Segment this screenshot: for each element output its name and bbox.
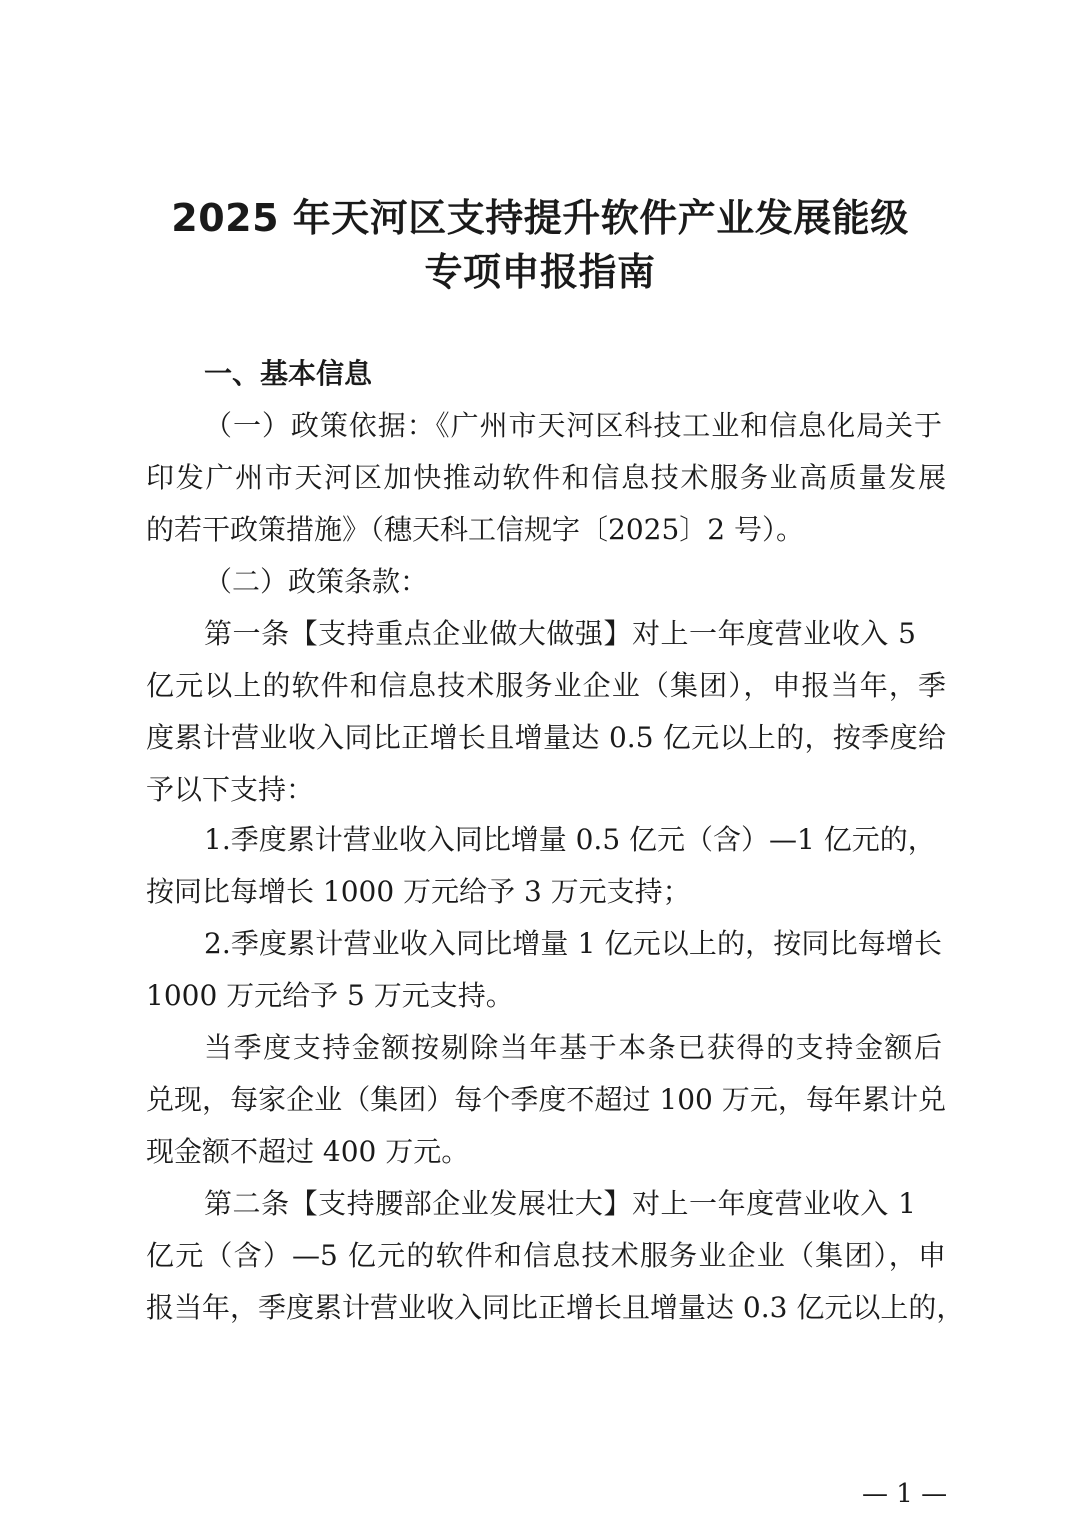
paragraph-line: 兑现，每家企业（集团）每个季度不超过 100 万元，每年累计兑 bbox=[146, 1083, 946, 1116]
paragraph-line: 当季度支持金额按剔除当年基于本条已获得的支持金额后 bbox=[204, 1031, 942, 1064]
paragraph-line: （二）政策条款： bbox=[204, 565, 429, 598]
paragraph-line: 印发广州市天河区加快推动软件和信息技术服务业高质量发展 bbox=[146, 461, 946, 494]
paragraph-line: 按同比每增长 1000 万元给予 3 万元支持； bbox=[146, 875, 691, 908]
paragraph-line: 亿元（含）—5 亿元的软件和信息技术服务业企业（集团），申 bbox=[146, 1239, 946, 1272]
paragraph-line: 第二条【支持腰部企业发展壮大】对上一年度营业收入 1 bbox=[204, 1187, 916, 1220]
paragraph-line: 1.季度累计营业收入同比增量 0.5 亿元（含）—1 亿元的， bbox=[204, 823, 936, 856]
paragraph-line: （一）政策依据：《广州市天河区科技工业和信息化局关于 bbox=[204, 409, 942, 442]
paragraph-line: 第一条【支持重点企业做大做强】对上一年度营业收入 5 bbox=[204, 617, 916, 650]
paragraph-line: 报当年，季度累计营业收入同比正增长且增量达 0.3 亿元以上的， bbox=[146, 1291, 965, 1324]
paragraph-line: 2.季度累计营业收入同比增量 1 亿元以上的，按同比每增长 bbox=[204, 927, 942, 960]
paragraph-line: 1000 万元给予 5 万元支持。 bbox=[146, 979, 514, 1012]
document-title-line2: 专项申报指南 bbox=[424, 250, 656, 294]
paragraph-line: 亿元以上的软件和信息技术服务业企业（集团），申报当年，季 bbox=[146, 669, 946, 702]
document-title-line1: 2025 年天河区支持提升软件产业发展能级 bbox=[171, 196, 909, 240]
paragraph-line: 的若干政策措施》（穗天科工信规字〔2025〕2 号）。 bbox=[146, 513, 804, 546]
page-number: — 1 — bbox=[862, 1479, 948, 1509]
paragraph-line: 予以下支持： bbox=[146, 773, 315, 806]
paragraph-line: 度累计营业收入同比正增长且增量达 0.5 亿元以上的，按季度给 bbox=[146, 721, 946, 754]
section-heading-basic-info: 一、基本信息 bbox=[204, 357, 373, 390]
paragraph-line: 现金额不超过 400 万元。 bbox=[146, 1135, 470, 1168]
